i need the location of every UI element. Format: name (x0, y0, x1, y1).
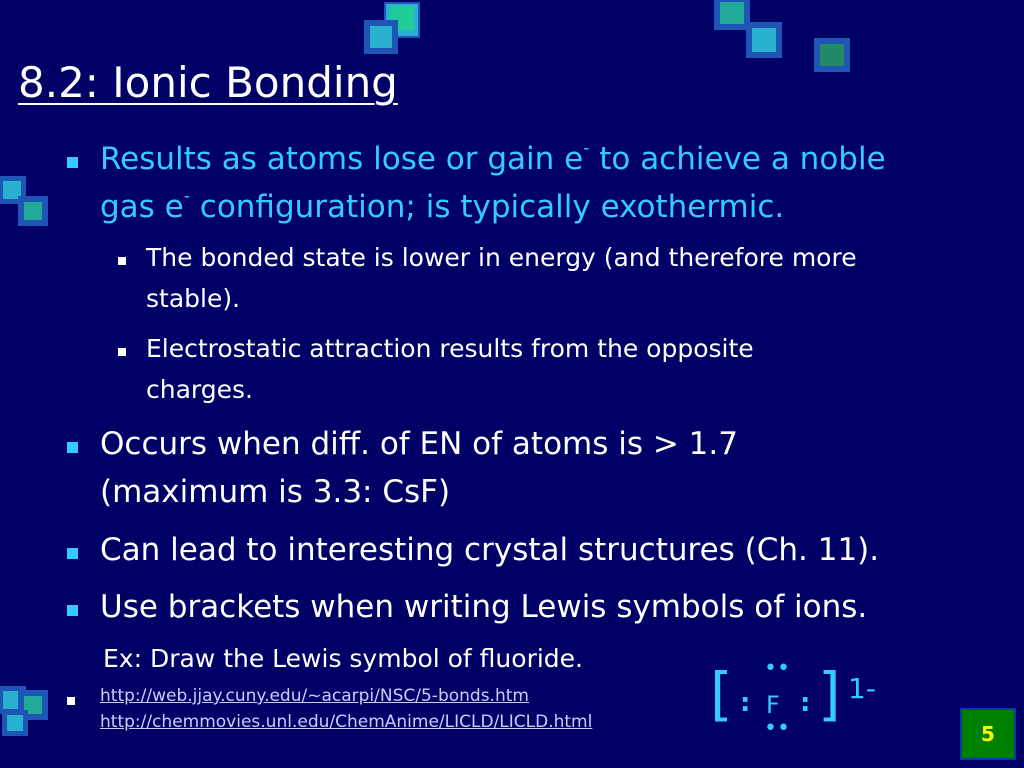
sub-bullet-marker (67, 697, 75, 705)
bullet-1-text-a: Results as atoms lose or gain e (100, 141, 584, 177)
bullet-1-line-1 (100, 138, 886, 177)
bullet-marker (67, 442, 78, 453)
close-bracket: ] (818, 660, 841, 728)
sub-bullet-marker (118, 257, 126, 265)
element-symbol: F (766, 691, 780, 719)
lewis-symbol-fluoride (706, 656, 906, 746)
bullet-marker (67, 605, 78, 616)
lone-pair-top: •• (764, 656, 790, 681)
slide-number-badge (960, 708, 1016, 760)
decor-square (720, 2, 744, 24)
electron-superscript: - (583, 138, 590, 159)
sub-bullet-marker (118, 348, 126, 356)
lone-pair-left: : (740, 688, 751, 718)
bullet-2-line-1: Occurs when diff. of EN of atoms is > 1.7 (100, 426, 738, 462)
lone-pair-right: : (800, 688, 811, 718)
decor-square (752, 28, 776, 52)
bullet-2-line-2: (maximum is 3.3: CsF) (100, 474, 451, 510)
decor-square (370, 26, 392, 48)
sub-bullet-1-line-1: The bonded state is lower in energy (and therefore more (146, 243, 857, 272)
bullet-marker (67, 157, 78, 168)
bullet-1-line-2 (100, 186, 785, 225)
bullet-1-text-d: configuration; is typically exothermic. (189, 189, 785, 225)
bullet-1-text-b: to achieve a noble (589, 141, 886, 177)
sub-bullet-2-line-1: Electrostatic attraction results from the opposite (146, 334, 754, 363)
open-bracket: [ (710, 660, 733, 728)
sub-bullet-2-line-2: charges. (146, 375, 253, 404)
decor-square (24, 202, 42, 220)
decor-square (820, 44, 844, 66)
bullet-3-text: Can lead to interesting crystal structures (Ch. 11). (100, 532, 880, 568)
electron-superscript: - (183, 186, 190, 207)
ion-charge: 1- (848, 672, 876, 705)
example-text: Ex: Draw the Lewis symbol of fluoride. (103, 644, 583, 673)
link-web-jjay[interactable]: http://web.jjay.cuny.edu/~acarpi/NSC/5-bonds.htm (100, 686, 529, 706)
decor-square (7, 715, 23, 731)
slide-title: 8.2: Ionic Bonding (18, 58, 398, 107)
slide-number: 5 (981, 722, 995, 746)
sub-bullet-1-line-2: stable). (146, 284, 241, 313)
bullet-marker (67, 548, 78, 559)
bullet-1-text-c: gas e (100, 189, 184, 225)
lone-pair-bottom: •• (764, 716, 790, 741)
bullet-4-text: Use brackets when writing Lewis symbols of ions. (100, 589, 868, 625)
link-chemmovies[interactable]: http://chemmovies.unl.edu/ChemAnime/LICLD/LICLD.html (100, 712, 593, 732)
